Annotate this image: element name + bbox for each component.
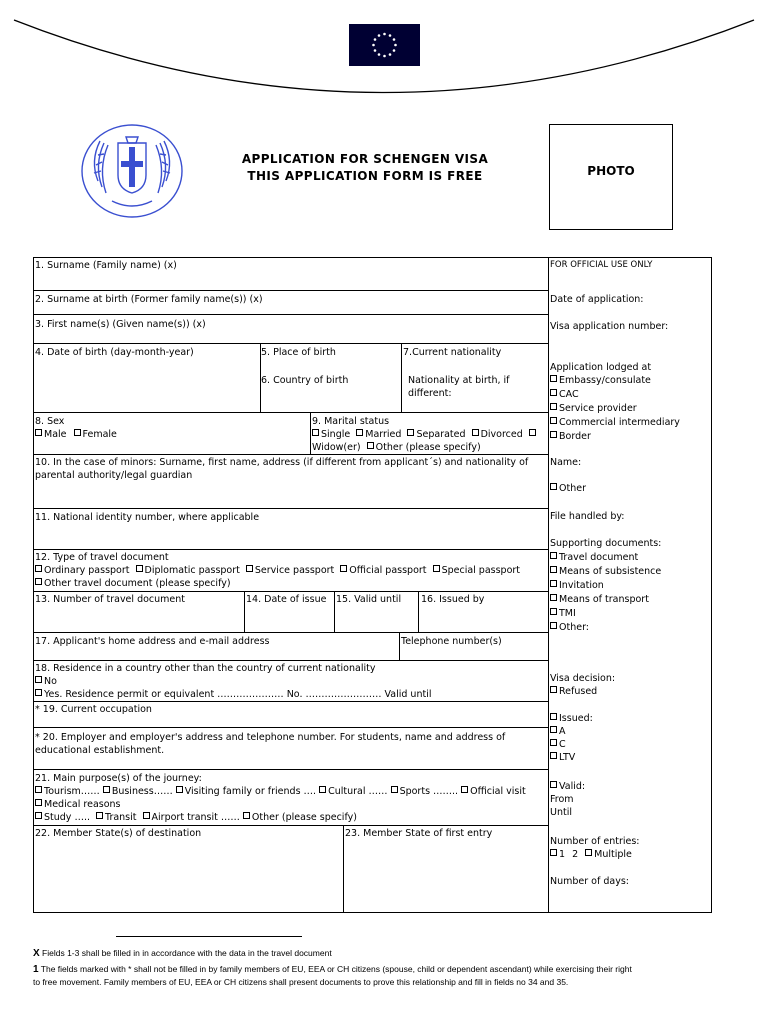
application-lodged-at (550, 361, 680, 443)
purpose-other-label: Other (please specify) (251, 812, 357, 823)
checkbox-marital-other[interactable] (367, 442, 374, 449)
doc-invitation-row (550, 579, 661, 592)
field-20-employer[interactable] (35, 731, 505, 757)
issued-ltv-row (550, 751, 593, 764)
service-provider-label: Service provider (559, 403, 637, 414)
checkbox-commercial-intermediary[interactable] (550, 417, 557, 424)
sex-options (35, 428, 117, 441)
checkbox-issued[interactable] (550, 713, 557, 720)
doc-other-label: Other: (559, 622, 590, 633)
checkbox-airport-transit[interactable] (143, 812, 150, 819)
diplomatic-passport-label: Diplomatic passport (144, 565, 240, 576)
footnote-1-text-line1: The fields marked with * shall not be filled in by family members of EU, EEA or CH citizens (spouse, child or dependent ascendant) while exercising their right (40, 964, 632, 974)
checkbox-service-passport[interactable] (246, 565, 253, 572)
married-label: Married (365, 429, 402, 440)
field-8-sex (35, 415, 117, 441)
field-21-purpose (35, 772, 526, 824)
field-14-date-of-issue[interactable]: 14. Date of issue (246, 594, 327, 605)
checkbox-widow[interactable] (529, 429, 536, 436)
purpose-label: 21. Main purpose(s) of the journey: (35, 773, 202, 784)
checkbox-visiting[interactable] (176, 786, 183, 793)
eu-flag (349, 24, 420, 66)
decision-refused-row (550, 685, 615, 698)
checkbox-diplomatic-passport[interactable] (136, 565, 143, 572)
sports-label: Sports …….. (399, 786, 459, 797)
field-17-home-address[interactable]: 17. Applicant's home address and e-mail address (35, 636, 270, 647)
employer-line2: educational establishment. (35, 745, 165, 756)
visa-decision-label: Visa decision: (550, 673, 616, 684)
airport-transit-label: Airport transit …… (151, 812, 240, 823)
checkbox-visa-ltv[interactable] (550, 752, 557, 759)
embassy-label: Embassy/consulate (559, 375, 651, 386)
purpose-row3 (35, 811, 526, 824)
commercial-label: Commercial intermediary (559, 417, 680, 428)
photo-box[interactable] (549, 124, 673, 230)
field-19-occupation[interactable]: * 19. Current occupation (35, 704, 152, 715)
study-label: Study ….. (44, 812, 90, 823)
single-label: Single (321, 429, 351, 440)
medical-label: Medical reasons (44, 799, 121, 810)
supporting-docs-label: Supporting documents: (550, 538, 662, 549)
checkbox-cultural[interactable] (319, 786, 326, 793)
sex-label: 8. Sex (35, 416, 65, 427)
checkbox-official-visit[interactable] (461, 786, 468, 793)
checkbox-valid[interactable] (550, 781, 557, 788)
eu-stars-icon (349, 24, 420, 66)
entries-1-label: 1 (559, 849, 566, 860)
purpose-row2 (35, 798, 526, 811)
doc-subsistence-label: Means of subsistence (559, 566, 662, 577)
checkbox-service-provider[interactable] (550, 403, 557, 410)
field-13-document-number[interactable]: 13. Number of travel document (35, 594, 185, 605)
footnote-1-line1 (33, 963, 723, 976)
field-17-telephone[interactable]: Telephone number(s) (401, 636, 502, 647)
visiting-label: Visiting family or friends …. (184, 786, 317, 797)
issued-label: Issued: (559, 713, 593, 724)
title-line-1: APPLICATION FOR SCHENGEN VISA (241, 152, 489, 166)
file-handled-by: File handled by: (550, 511, 625, 522)
doc-travel-row (550, 551, 661, 564)
field-18-residence (35, 662, 431, 701)
checkbox-visa-a[interactable] (550, 726, 557, 733)
lodged-border-row (550, 430, 680, 443)
checkbox-tourism[interactable] (35, 786, 42, 793)
checkbox-purpose-other[interactable] (243, 812, 250, 819)
field-3-first-names[interactable]: 3. First name(s) (Given name(s)) (x) (35, 319, 206, 330)
checkbox-business[interactable] (103, 786, 110, 793)
field-5-place-of-birth[interactable]: 5. Place of birth (261, 347, 336, 358)
checkbox-doc-subsistence[interactable] (550, 566, 557, 573)
checkbox-separated[interactable] (407, 429, 414, 436)
visa-a-label: A (559, 726, 566, 737)
checkbox-doc-transport[interactable] (550, 594, 557, 601)
field-11-national-id[interactable]: 11. National identity number, where applicable (35, 512, 260, 523)
field-1-surname[interactable]: 1. Surname (Family name) (x) (35, 260, 177, 271)
official-name: Name: (550, 457, 582, 468)
valid-until-label: Until (550, 807, 572, 818)
visa-issued (550, 712, 593, 764)
checkbox-medical[interactable] (35, 799, 42, 806)
field-2-surname-at-birth[interactable]: 2. Surname at birth (Former family name(s)) (x) (35, 294, 263, 305)
checkbox-special-passport[interactable] (433, 565, 440, 572)
checkbox-ordinary-passport[interactable] (35, 565, 42, 572)
checkbox-married[interactable] (356, 429, 363, 436)
doc-travel-label: Travel document (559, 552, 639, 563)
footnote-separator (116, 936, 302, 937)
checkbox-visa-c[interactable] (550, 739, 557, 746)
transit-label: Transit (105, 812, 137, 823)
travel-document-type-label: 12. Type of travel document (35, 552, 169, 563)
checkbox-transit[interactable] (96, 812, 103, 819)
checkbox-sports[interactable] (391, 786, 398, 793)
business-label: Business…… (111, 786, 173, 797)
checkbox-doc-tmi[interactable] (550, 608, 557, 615)
minors-line1: 10. In the case of minors: Surname, first name, address (if different from applicant´s) and nationality of (35, 457, 529, 468)
minors-line2: parental authority/legal guardian (35, 470, 193, 481)
field-23-first-entry[interactable]: 23. Member State of first entry (345, 828, 493, 839)
valid-label: Valid: (559, 781, 586, 792)
date-of-application: Date of application: (550, 294, 644, 305)
doc-tmi-label: TMI (559, 608, 576, 619)
footnote-x-mark: X (33, 948, 40, 959)
marital-other-label: Other (please specify) (375, 442, 481, 453)
field-16-issued-by[interactable]: 16. Issued by (421, 594, 485, 605)
entries-2-label: 2 (572, 849, 579, 860)
checkbox-other-travel-document[interactable] (35, 578, 42, 585)
field-4-date-of-birth[interactable]: 4. Date of birth (day-month-year) (35, 347, 194, 358)
footnote-1-mark: 1 (33, 964, 39, 975)
number-of-days: Number of days: (550, 876, 629, 887)
marital-options-row1 (312, 428, 538, 441)
female-label: Female (82, 429, 117, 440)
travel-document-options-row1 (35, 564, 520, 577)
footnote-1 (33, 963, 723, 989)
official-visit-label: Official visit (470, 786, 526, 797)
field-6-country-of-birth[interactable]: 6. Country of birth (261, 375, 349, 386)
lodged-commercial-row (550, 416, 680, 429)
service-passport-label: Service passport (254, 565, 335, 576)
lodged-cac-row (550, 388, 680, 401)
residence-label: 18. Residence in a country other than the country of current nationality (35, 663, 376, 674)
form-title (220, 152, 510, 183)
photo-label: PHOTO (587, 164, 635, 178)
checkbox-entries-multiple[interactable] (585, 849, 592, 856)
official-other-row (550, 482, 586, 495)
travel-document-options-row2 (35, 577, 520, 590)
visa-decision (550, 672, 615, 698)
separated-label: Separated (416, 429, 466, 440)
checkbox-female[interactable] (74, 429, 81, 436)
field-15-valid-until[interactable]: 15. Valid until (336, 594, 402, 605)
checkbox-official-passport[interactable] (340, 565, 347, 572)
checkbox-divorced[interactable] (472, 429, 479, 436)
number-of-entries (550, 835, 640, 861)
checkbox-single[interactable] (312, 429, 319, 436)
male-label: Male (44, 429, 67, 440)
title-line-2: THIS APPLICATION FORM IS FREE (247, 169, 483, 183)
residence-yes-label: Yes. Residence permit or equivalent ………………… No. …………………… Valid until (44, 689, 432, 700)
entries-multiple-label: Multiple (594, 849, 632, 860)
widow-label: Widow(er) (312, 442, 361, 453)
marital-options-row2 (312, 441, 538, 454)
employer-line1: * 20. Employer and employer's address and telephone number. For students, name and address of (35, 732, 506, 743)
issued-a-row (550, 725, 593, 738)
nationality-at-birth-line2: different: (408, 388, 452, 399)
special-passport-label: Special passport (441, 565, 521, 576)
lodged-service-row (550, 402, 680, 415)
checkbox-border[interactable] (550, 431, 557, 438)
doc-other-row (550, 621, 661, 634)
refused-label: Refused (559, 686, 598, 697)
checkbox-study[interactable] (35, 812, 42, 819)
footnote-1-text-line2: to free movement. Family members of EU, EEA or CH citizens shall present documents to prove this relationship and fill in fields no 34 and 35. (33, 977, 569, 987)
cultural-label: Cultural …… (328, 786, 388, 797)
visa-c-label: C (559, 739, 566, 750)
residence-no-row (35, 675, 431, 688)
residence-yes-row (35, 688, 431, 701)
checkbox-doc-other[interactable] (550, 622, 557, 629)
supporting-documents (550, 537, 661, 634)
doc-invitation-label: Invitation (559, 580, 604, 591)
doc-transport-label: Means of transport (559, 594, 649, 605)
valid-from-label: From (550, 794, 574, 805)
ordinary-passport-label: Ordinary passport (44, 565, 130, 576)
official-passport-label: Official passport (349, 565, 427, 576)
entries-label: Number of entries: (550, 836, 640, 847)
footnote-x (33, 947, 332, 960)
lodged-embassy-row (550, 374, 680, 387)
checkbox-male[interactable] (35, 429, 42, 436)
field-22-destination[interactable]: 22. Member State(s) of destination (35, 828, 202, 839)
checkbox-doc-travel[interactable] (550, 552, 557, 559)
field-7-nationality-at-birth[interactable] (408, 374, 510, 400)
field-10-minors[interactable] (35, 456, 528, 482)
issued-c-row (550, 738, 593, 751)
greek-coat-of-arms-icon (78, 121, 186, 221)
field-7-current-nationality[interactable]: 7.Current nationality (403, 347, 502, 358)
other-travel-document-label: Other travel document (please specify) (44, 578, 231, 589)
border-label: Border (559, 431, 591, 442)
doc-tmi-row (550, 607, 661, 620)
purpose-row1 (35, 785, 526, 798)
doc-transport-row (550, 593, 661, 606)
checkbox-entries-1[interactable] (550, 849, 557, 856)
doc-subsistence-row (550, 565, 661, 578)
official-heading: FOR OFFICIAL USE ONLY (550, 260, 653, 270)
field-12-travel-document-type (35, 551, 520, 590)
checkbox-residence-yes[interactable] (35, 689, 42, 696)
field-9-marital-status (312, 415, 538, 454)
footnote-x-text: Fields 1-3 shall be filled in in accordance with the data in the travel document (42, 948, 332, 958)
checkbox-doc-invitation[interactable] (550, 580, 557, 587)
checkbox-residence-no[interactable] (35, 676, 42, 683)
divorced-label: Divorced (480, 429, 523, 440)
cac-label: CAC (559, 389, 579, 400)
visa-application-number: Visa application number: (550, 321, 669, 332)
official-other-label: Other (559, 483, 586, 494)
checkbox-embassy[interactable] (550, 375, 557, 382)
checkbox-official-other[interactable] (550, 483, 557, 490)
valid-row (550, 780, 585, 793)
issued-row (550, 712, 593, 725)
nationality-at-birth-line1: Nationality at birth, if (408, 375, 510, 386)
visa-validity (550, 780, 585, 819)
lodged-at-label: Application lodged at (550, 362, 652, 373)
tourism-label: Tourism…… (44, 786, 100, 797)
residence-no-label: No (44, 676, 57, 687)
entries-options (550, 848, 640, 861)
visa-ltv-label: LTV (559, 752, 576, 763)
checkbox-refused[interactable] (550, 686, 557, 693)
checkbox-cac[interactable] (550, 389, 557, 396)
marital-status-label: 9. Marital status (312, 416, 390, 427)
